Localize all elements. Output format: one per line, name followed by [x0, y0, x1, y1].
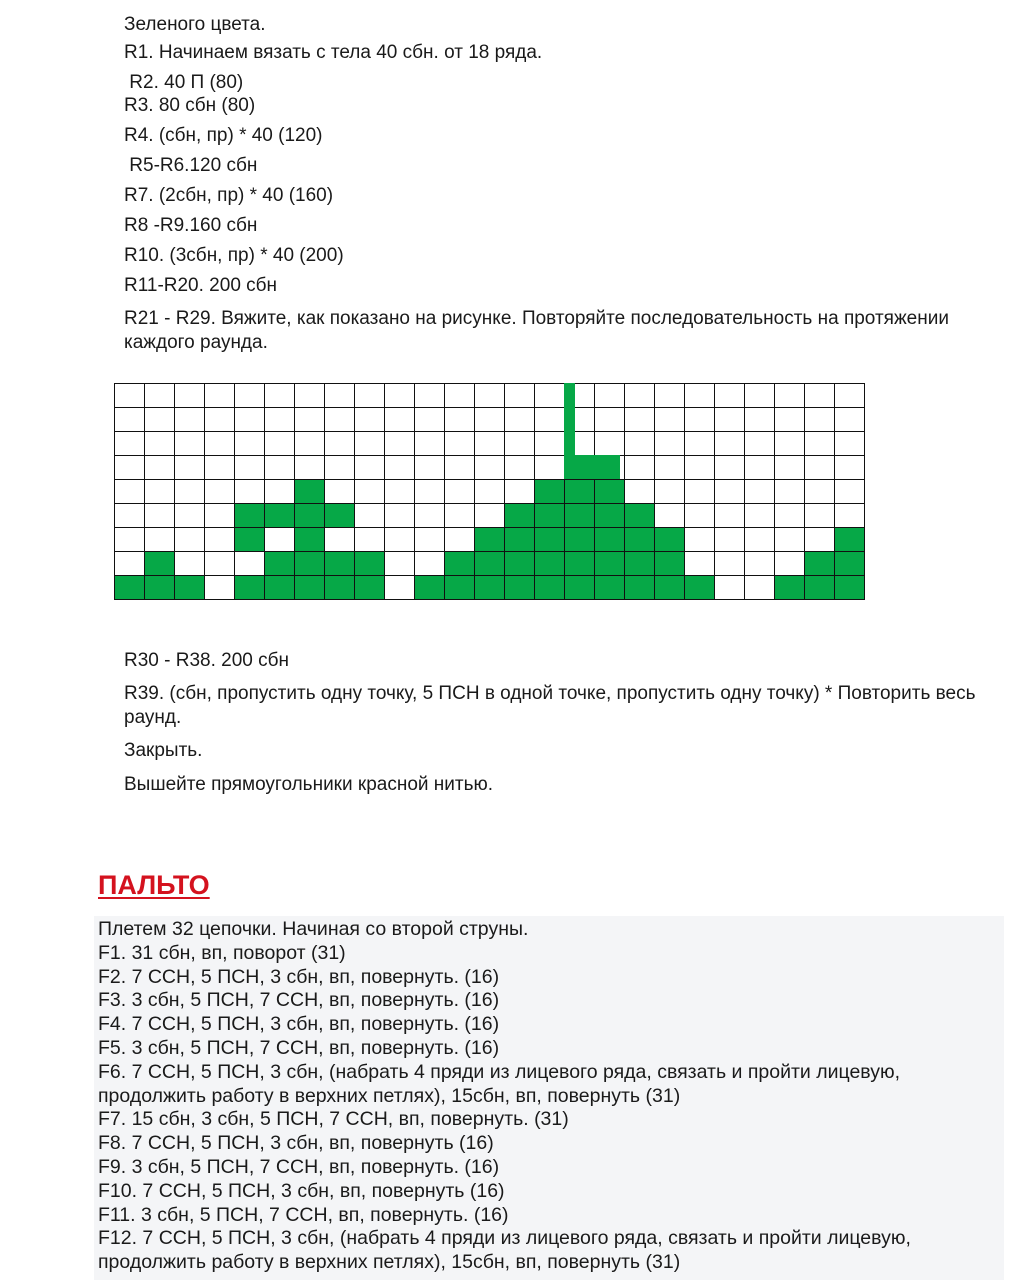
- chart-cell: [415, 408, 445, 432]
- chart-cell: [655, 432, 685, 456]
- chart-cell: [175, 456, 205, 480]
- chart-cell: [775, 480, 805, 504]
- chart-cell: [535, 432, 565, 456]
- pattern-grid: [114, 383, 865, 600]
- chart-cell: [325, 576, 355, 600]
- row-r4: R4. (сбн, пр) * 40 (120): [124, 125, 323, 146]
- chart-cell: [235, 504, 265, 528]
- chart-cell: [115, 384, 145, 408]
- chart-cell: [445, 432, 475, 456]
- chart-cell: [745, 504, 775, 528]
- chart-cell: [445, 408, 475, 432]
- chart-cell: [595, 408, 625, 432]
- chart-cell: [745, 552, 775, 576]
- chart-cell: [115, 456, 145, 480]
- chart-cell: [355, 504, 385, 528]
- chart-cell: [715, 432, 745, 456]
- chart-cell: [475, 528, 505, 552]
- chart-cell: [355, 408, 385, 432]
- chart-cell: [835, 384, 865, 408]
- chart-cell: [445, 480, 475, 504]
- chart-cell: [175, 504, 205, 528]
- chart-cell: [475, 480, 505, 504]
- coat-row-f12: F12. 7 ССН, 5 ПСН, 3 сбн, (набрать 4 пряди из лицевого ряда, связать и пройти лицевую, продолжить работу в верхних петлях), 15сбн, вп, повернуть (31): [98, 1227, 911, 1274]
- chart-cell: [265, 528, 295, 552]
- chart-cell: [505, 384, 535, 408]
- chart-cell: [295, 456, 325, 480]
- chart-cell: [355, 528, 385, 552]
- chart-cell: [655, 504, 685, 528]
- coat-row-f11: F11. 3 сбн, 5 ПСН, 7 ССН, вп, повернуть. (16): [98, 1203, 509, 1226]
- chart-cell: [595, 576, 625, 600]
- chart-cell: [775, 504, 805, 528]
- chart-cell: [145, 504, 175, 528]
- chart-cell: [205, 456, 235, 480]
- chart-cell: [805, 528, 835, 552]
- chart-cell: [595, 480, 625, 504]
- chart-cell: [745, 456, 775, 480]
- chart-cell: [745, 528, 775, 552]
- coat-row-f3: F3. 3 сбн, 5 ПСН, 7 ССН, вп, повернуть. (16): [98, 989, 500, 1012]
- coat-intro: Плетем 32 цепочки. Начиная со второй струны.: [98, 918, 529, 940]
- chart-cell: [775, 408, 805, 432]
- chart-cell: [235, 456, 265, 480]
- chart-cell: [625, 552, 655, 576]
- chart-cell: [445, 504, 475, 528]
- chart-cell: [115, 552, 145, 576]
- chart-cell: [415, 528, 445, 552]
- chart-cell: [805, 504, 835, 528]
- chart-cell: [655, 528, 685, 552]
- chart-cell: [775, 456, 805, 480]
- chart-cell: [775, 552, 805, 576]
- chart-cell: [115, 576, 145, 600]
- chart-cell: [205, 576, 235, 600]
- chart-cell: [205, 408, 235, 432]
- chart-cell: [505, 432, 535, 456]
- chart-cell: [145, 552, 175, 576]
- row-r11-r20: R11-R20. 200 сбн: [124, 275, 278, 296]
- chart-cell: [385, 408, 415, 432]
- row-r21-r29: R21 - R29. Вяжите, как показано на рисунке. Повторяйте последовательность на протяжении каждого раунда.: [124, 308, 949, 353]
- color-note: Зеленого цвета.: [124, 14, 266, 35]
- chart-cell: [805, 432, 835, 456]
- chart-cell: [385, 504, 415, 528]
- chart-cell: [325, 480, 355, 504]
- chart-cell: [115, 480, 145, 504]
- chart-cell: [295, 504, 325, 528]
- chart-cell: [535, 576, 565, 600]
- chart-cell: [475, 552, 505, 576]
- coat-row-f9: F9. 3 сбн, 5 ПСН, 7 ССН, вп, повернуть. (16): [98, 1155, 500, 1178]
- chart-cell: [325, 528, 355, 552]
- chart-cell: [325, 408, 355, 432]
- row-r10: R10. (3сбн, пр) * 40 (200): [124, 245, 344, 266]
- chart-cell: [625, 528, 655, 552]
- chart-cell: [475, 432, 505, 456]
- chart-cell: [775, 432, 805, 456]
- chart-cell: [715, 504, 745, 528]
- chart-cell: [415, 384, 445, 408]
- chart-cell: [265, 552, 295, 576]
- chart-cell: [805, 480, 835, 504]
- row-r5-r6: R5-R6.120 сбн: [124, 155, 258, 176]
- chart-cell: [325, 456, 355, 480]
- chart-cell: [205, 432, 235, 456]
- chart-cell: [835, 408, 865, 432]
- chart-cell: [445, 576, 475, 600]
- chart-cell: [535, 528, 565, 552]
- chart-cell: [655, 456, 685, 480]
- chart-cell: [535, 456, 565, 480]
- chart-cell: [595, 384, 625, 408]
- chart-cell: [565, 552, 595, 576]
- chart-cell: [475, 504, 505, 528]
- chart-cell: [415, 576, 445, 600]
- chart-cell: [595, 432, 625, 456]
- chart-cell: [505, 456, 535, 480]
- chart-cell: [145, 432, 175, 456]
- chart-cell: [535, 552, 565, 576]
- coat-row-f2: F2. 7 ССН, 5 ПСН, 3 сбн, вп, повернуть. (16): [98, 965, 500, 988]
- chart-cell: [475, 456, 505, 480]
- chart-cell: [205, 552, 235, 576]
- chart-cell: [385, 384, 415, 408]
- chart-cell: [385, 432, 415, 456]
- row-r2: R2. 40 П (80): [124, 72, 244, 93]
- chart-cell: [295, 384, 325, 408]
- chart-cell: [835, 432, 865, 456]
- chart-cell: [715, 576, 745, 600]
- chart-cell: [445, 456, 475, 480]
- chart-cell: [715, 480, 745, 504]
- chart-cell: [145, 408, 175, 432]
- chart-cell: [175, 384, 205, 408]
- chart-cell: [745, 408, 775, 432]
- chart-cell: [295, 552, 325, 576]
- pattern-chart: [114, 383, 865, 600]
- chart-cell: [505, 576, 535, 600]
- coat-row-f1: F1. 31 сбн, вп, поворот (31): [98, 941, 346, 964]
- chart-cell: [685, 480, 715, 504]
- chart-cell: [565, 576, 595, 600]
- chart-cell: [145, 576, 175, 600]
- chart-cell: [805, 408, 835, 432]
- chart-cell: [175, 552, 205, 576]
- chart-cell: [505, 408, 535, 432]
- chart-cell: [625, 504, 655, 528]
- chart-cell: [835, 456, 865, 480]
- chart-cell: [325, 384, 355, 408]
- chart-cell: [325, 432, 355, 456]
- chart-cell: [745, 576, 775, 600]
- chart-cell: [505, 552, 535, 576]
- chart-cell: [835, 528, 865, 552]
- chart-cell: [685, 528, 715, 552]
- chart-cell: [625, 432, 655, 456]
- chart-cell: [655, 408, 685, 432]
- chart-cell: [595, 504, 625, 528]
- chart-cell: [175, 432, 205, 456]
- chart-cell: [265, 456, 295, 480]
- chart-cell: [835, 504, 865, 528]
- chart-cell: [205, 504, 235, 528]
- chart-cell: [385, 456, 415, 480]
- row-r1: R1. Начинаем вязать с тела 40 сбн. от 18 ряда.: [124, 42, 543, 63]
- chart-cell: [355, 432, 385, 456]
- chart-cell: [835, 576, 865, 600]
- chart-cell: [265, 432, 295, 456]
- chart-cell: [685, 384, 715, 408]
- chart-cell: [565, 504, 595, 528]
- finishing-instructions: [124, 650, 984, 796]
- chart-cell: [715, 408, 745, 432]
- chart-cell: [685, 552, 715, 576]
- coat-row-f10: F10. 7 ССН, 5 ПСН, 3 сбн, вп, повернуть (16): [98, 1179, 505, 1202]
- coat-row-f4: F4. 7 ССН, 5 ПСН, 3 сбн, вп, повернуть. (16): [98, 1013, 500, 1036]
- chart-cell: [685, 504, 715, 528]
- chart-cell: [535, 384, 565, 408]
- chart-cell: [625, 408, 655, 432]
- chart-cell: [235, 528, 265, 552]
- chart-cell: [175, 576, 205, 600]
- chart-cell: [775, 528, 805, 552]
- chart-cell: [115, 408, 145, 432]
- chart-cell: [265, 480, 295, 504]
- chart-cell: [565, 480, 595, 504]
- chart-cell: [355, 456, 385, 480]
- chart-cell: [205, 528, 235, 552]
- chart-cell: [475, 384, 505, 408]
- chart-cell: [715, 552, 745, 576]
- chart-cell: [505, 528, 535, 552]
- chart-cell: [295, 480, 325, 504]
- row-r8-r9: R8 -R9.160 сбн: [124, 215, 258, 236]
- chart-cell: [655, 576, 685, 600]
- chart-cell: [715, 456, 745, 480]
- chart-cell: [235, 432, 265, 456]
- embroider-note: Вышейте прямоугольники красной нитью.: [124, 774, 494, 795]
- chart-cell: [175, 480, 205, 504]
- coat-row-f7: F7. 15 сбн, 3 сбн, 5 ПСН, 7 ССН, вп, повернуть. (31): [98, 1108, 569, 1131]
- chart-cell: [835, 552, 865, 576]
- chart-cell: [475, 408, 505, 432]
- chart-cell: [355, 576, 385, 600]
- chart-cell: [445, 384, 475, 408]
- chart-cell: [655, 480, 685, 504]
- chart-cell: [235, 480, 265, 504]
- chart-cell: [535, 408, 565, 432]
- chart-cell: [655, 384, 685, 408]
- chart-cell: [175, 408, 205, 432]
- row-r3: R3. 80 сбн (80): [124, 95, 256, 116]
- chart-cell: [805, 384, 835, 408]
- chart-cell: [355, 480, 385, 504]
- chart-cell: [685, 408, 715, 432]
- chart-cell: [145, 456, 175, 480]
- chart-cell: [355, 384, 385, 408]
- chart-cell: [415, 456, 445, 480]
- chart-cell: [625, 456, 655, 480]
- chart-cell: [805, 552, 835, 576]
- chart-cell: [295, 408, 325, 432]
- chart-cell: [715, 384, 745, 408]
- chart-cell: [745, 384, 775, 408]
- pattern-peak: [564, 455, 620, 479]
- chart-cell: [625, 480, 655, 504]
- chart-cell: [505, 504, 535, 528]
- chart-cell: [325, 504, 355, 528]
- chart-cell: [625, 576, 655, 600]
- chart-cell: [805, 576, 835, 600]
- chart-cell: [235, 384, 265, 408]
- chart-cell: [385, 528, 415, 552]
- pattern-spike: [564, 383, 575, 457]
- chart-cell: [265, 504, 295, 528]
- chart-cell: [685, 456, 715, 480]
- chart-cell: [385, 576, 415, 600]
- chart-cell: [745, 432, 775, 456]
- chart-cell: [295, 528, 325, 552]
- chart-cell: [415, 552, 445, 576]
- chart-cell: [415, 432, 445, 456]
- chart-cell: [655, 552, 685, 576]
- chart-cell: [145, 384, 175, 408]
- chart-cell: [505, 480, 535, 504]
- chart-cell: [775, 576, 805, 600]
- chart-cell: [235, 408, 265, 432]
- chart-cell: [265, 408, 295, 432]
- chart-cell: [595, 528, 625, 552]
- top-instructions: [124, 14, 984, 355]
- chart-cell: [115, 528, 145, 552]
- chart-cell: [685, 432, 715, 456]
- chart-cell: [205, 384, 235, 408]
- row-r7: R7. (2сбн, пр) * 40 (160): [124, 185, 334, 206]
- chart-cell: [115, 504, 145, 528]
- chart-cell: [445, 528, 475, 552]
- close-note: Закрыть.: [124, 740, 203, 761]
- chart-cell: [535, 504, 565, 528]
- chart-cell: [355, 552, 385, 576]
- chart-cell: [295, 432, 325, 456]
- chart-cell: [205, 480, 235, 504]
- chart-cell: [325, 552, 355, 576]
- row-r39: R39. (сбн, пропустить одну точку, 5 ПСН в одной точке, пропустить одну точку) * Повторить весь раунд.: [124, 683, 976, 728]
- chart-cell: [175, 528, 205, 552]
- coat-row-f5: F5. 3 сбн, 5 ПСН, 7 ССН, вп, повернуть. (16): [98, 1036, 500, 1059]
- chart-cell: [445, 552, 475, 576]
- chart-cell: [385, 552, 415, 576]
- chart-cell: [625, 384, 655, 408]
- chart-cell: [715, 528, 745, 552]
- coat-instructions: [98, 918, 978, 1275]
- chart-cell: [595, 552, 625, 576]
- chart-cell: [805, 456, 835, 480]
- chart-cell: [145, 528, 175, 552]
- chart-cell: [535, 480, 565, 504]
- coat-title: ПАЛЬТО: [98, 870, 210, 900]
- chart-cell: [265, 384, 295, 408]
- coat-row-f8: F8. 7 ССН, 5 ПСН, 3 сбн, вп, повернуть (16): [98, 1132, 494, 1155]
- coat-row-f6: F6. 7 ССН, 5 ПСН, 3 сбн, (набрать 4 пряди из лицевого ряда, связать и пройти лицевую, продолжить работу в верхних петлях), 15сбн, вп, повернуть (31): [98, 1060, 901, 1107]
- chart-cell: [235, 576, 265, 600]
- chart-cell: [835, 480, 865, 504]
- chart-cell: [235, 552, 265, 576]
- chart-cell: [385, 480, 415, 504]
- chart-cell: [145, 480, 175, 504]
- chart-cell: [415, 480, 445, 504]
- chart-cell: [685, 576, 715, 600]
- chart-cell: [475, 576, 505, 600]
- chart-cell: [565, 528, 595, 552]
- chart-cell: [265, 576, 295, 600]
- row-r30-r38: R30 - R38. 200 сбн: [124, 650, 290, 671]
- chart-cell: [115, 432, 145, 456]
- chart-cell: [415, 504, 445, 528]
- chart-cell: [295, 576, 325, 600]
- chart-cell: [745, 480, 775, 504]
- chart-cell: [775, 384, 805, 408]
